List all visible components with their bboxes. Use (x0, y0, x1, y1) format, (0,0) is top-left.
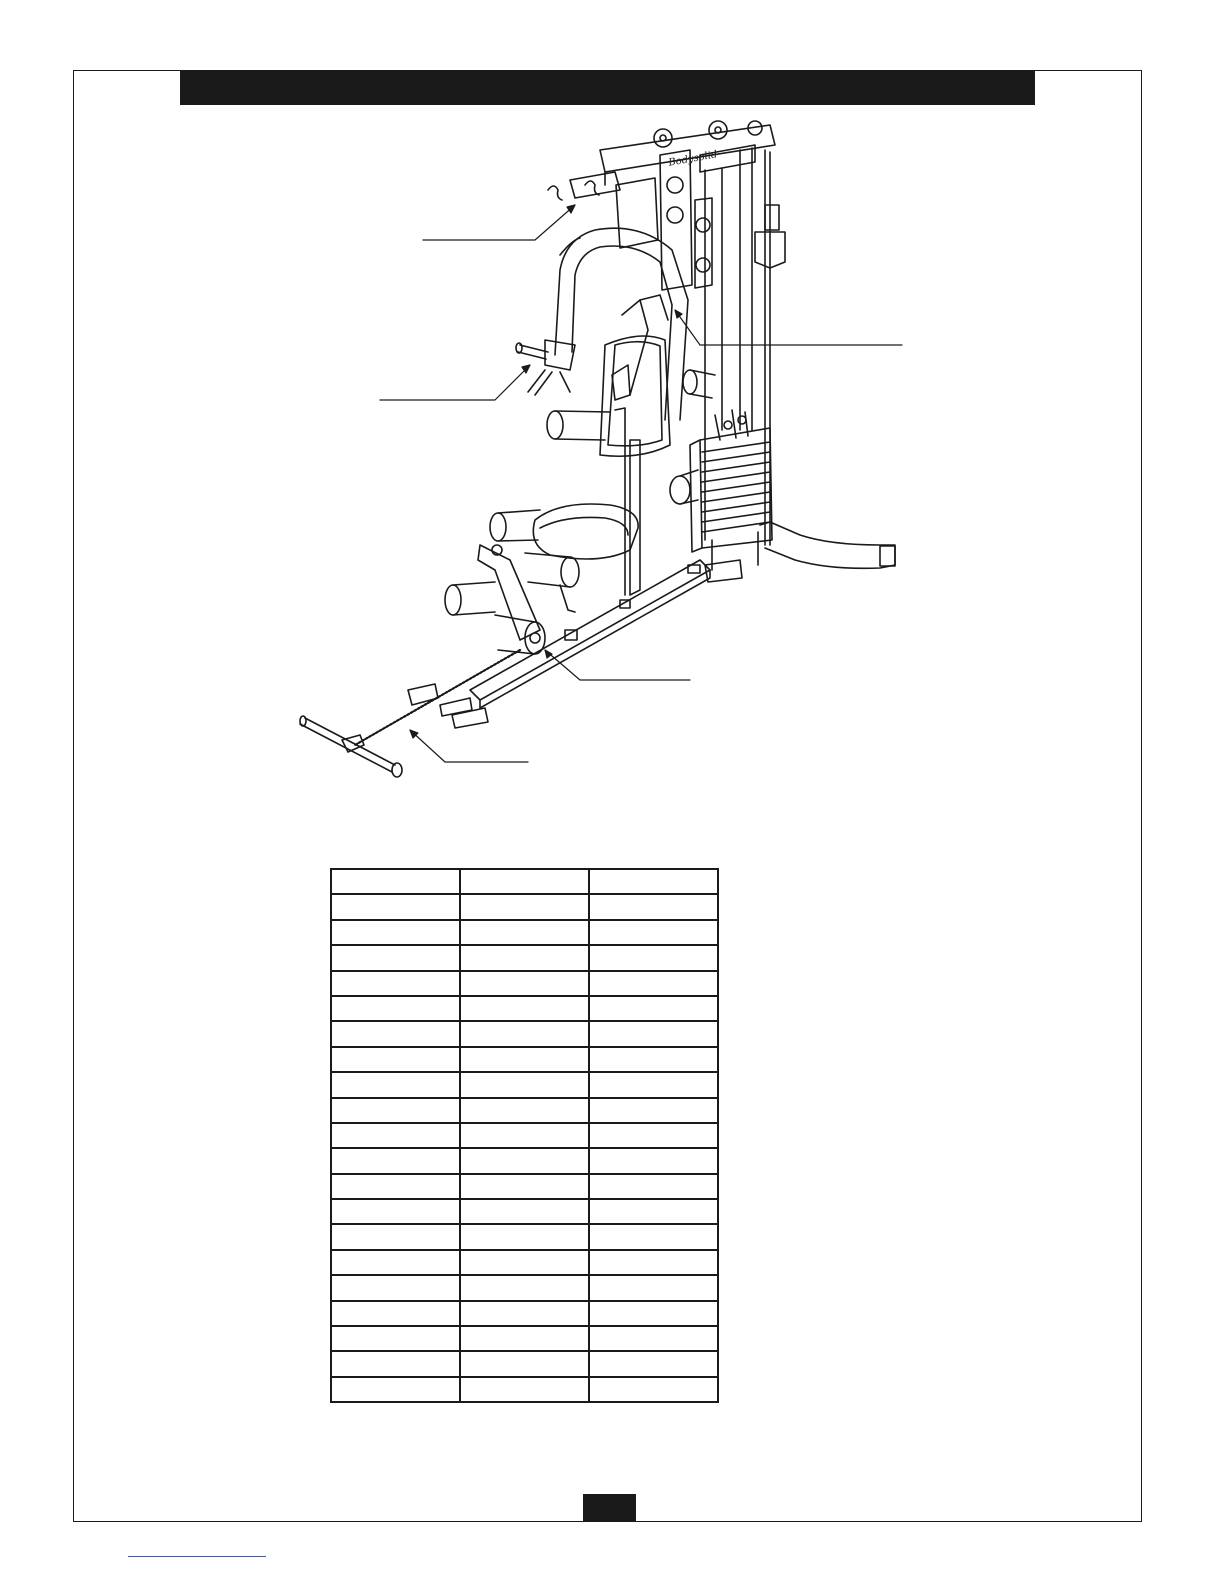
pulley-plates (616, 150, 712, 290)
home-gym-diagram (290, 110, 930, 800)
callout-leaders (380, 205, 902, 762)
table-row (331, 1275, 718, 1300)
table-cell (460, 1199, 589, 1224)
table-cell (331, 894, 460, 919)
table-cell (331, 1072, 460, 1097)
table-cell (331, 945, 460, 970)
table-cell (589, 869, 718, 894)
table-cell (589, 1224, 718, 1249)
table-cell (331, 1174, 460, 1199)
table-cell (589, 1021, 718, 1046)
footer-link-underline[interactable] (128, 1556, 266, 1557)
top-frame (548, 121, 775, 200)
table-cell (331, 1250, 460, 1275)
table-cell (460, 920, 589, 945)
table-cell (460, 1275, 589, 1300)
table-cell (460, 1326, 589, 1351)
table-cell (331, 1377, 460, 1402)
table-cell (331, 1351, 460, 1376)
table-cell (589, 1123, 718, 1148)
lift-chain (355, 650, 520, 745)
table-cell (331, 920, 460, 945)
table-cell (589, 1174, 718, 1199)
table-row (331, 1301, 718, 1326)
table-row (331, 1326, 718, 1351)
table-row (331, 1199, 718, 1224)
table-cell (589, 894, 718, 919)
table-row (331, 1224, 718, 1249)
table-cell (460, 1072, 589, 1097)
table-cell (589, 1250, 718, 1275)
backrest (600, 295, 670, 456)
table-row (331, 1123, 718, 1148)
table-cell (331, 1047, 460, 1072)
table-cell (589, 1351, 718, 1376)
table-row (331, 869, 718, 894)
table-cell (460, 971, 589, 996)
table-cell (331, 1326, 460, 1351)
table-cell (331, 1275, 460, 1300)
table-row (331, 1377, 718, 1402)
table-cell (589, 920, 718, 945)
callout-top-pulley (423, 205, 575, 240)
table-cell (589, 1047, 718, 1072)
table-cell (589, 996, 718, 1021)
table-cell (460, 1250, 589, 1275)
weight-chart-table (330, 868, 719, 1403)
section-title-bar (180, 71, 1035, 105)
rear-base (760, 522, 895, 568)
table-cell (460, 1047, 589, 1072)
weight-chart-body (331, 869, 718, 1402)
table-row (331, 894, 718, 919)
table-cell (589, 971, 718, 996)
table-row (331, 1250, 718, 1275)
callout-leg-pulley (545, 650, 690, 680)
table-row (331, 1351, 718, 1376)
table-cell (331, 869, 460, 894)
table-cell (331, 996, 460, 1021)
table-row (331, 1098, 718, 1123)
brand-logo: Bodysolid (667, 149, 719, 169)
lift-handle (300, 716, 402, 777)
table-cell (460, 1301, 589, 1326)
table-cell (589, 1199, 718, 1224)
table-cell (589, 1301, 718, 1326)
callout-chain (410, 730, 528, 762)
table-cell (460, 996, 589, 1021)
table-cell (589, 1098, 718, 1123)
table-cell (331, 1021, 460, 1046)
table-cell (589, 1148, 718, 1173)
table-cell (460, 1098, 589, 1123)
table-row (331, 1072, 718, 1097)
table-cell (460, 894, 589, 919)
table-row (331, 920, 718, 945)
table-cell (331, 1148, 460, 1173)
leg-developer (445, 510, 579, 654)
table-cell (589, 1326, 718, 1351)
table-cell (460, 1377, 589, 1402)
table-cell (589, 1377, 718, 1402)
table-cell (589, 945, 718, 970)
table-cell (589, 1072, 718, 1097)
table-cell (460, 1224, 589, 1249)
arrowhead (545, 650, 552, 658)
table-row (331, 945, 718, 970)
table-cell (460, 1148, 589, 1173)
table-cell (460, 945, 589, 970)
table-cell (331, 1199, 460, 1224)
page-number-tab (583, 1494, 636, 1522)
table-cell (331, 971, 460, 996)
table-cell (331, 1123, 460, 1148)
table-cell (460, 869, 589, 894)
table-row (331, 996, 718, 1021)
arrowhead (567, 205, 575, 213)
table-row (331, 971, 718, 996)
callout-press-arm (675, 310, 902, 345)
table-cell (460, 1021, 589, 1046)
table-cell (589, 1275, 718, 1300)
weight-stack (690, 410, 772, 582)
callout-arm-handles (380, 365, 530, 400)
arrowhead (675, 310, 682, 318)
table-cell (331, 1098, 460, 1123)
table-cell (460, 1123, 589, 1148)
table-cell (460, 1174, 589, 1199)
seat (533, 504, 638, 559)
table-row (331, 1047, 718, 1072)
table-row (331, 1174, 718, 1199)
table-cell (331, 1224, 460, 1249)
table-cell (460, 1351, 589, 1376)
tower-uprights (705, 148, 770, 545)
table-row (331, 1148, 718, 1173)
table-cell (331, 1301, 460, 1326)
table-row (331, 1021, 718, 1046)
